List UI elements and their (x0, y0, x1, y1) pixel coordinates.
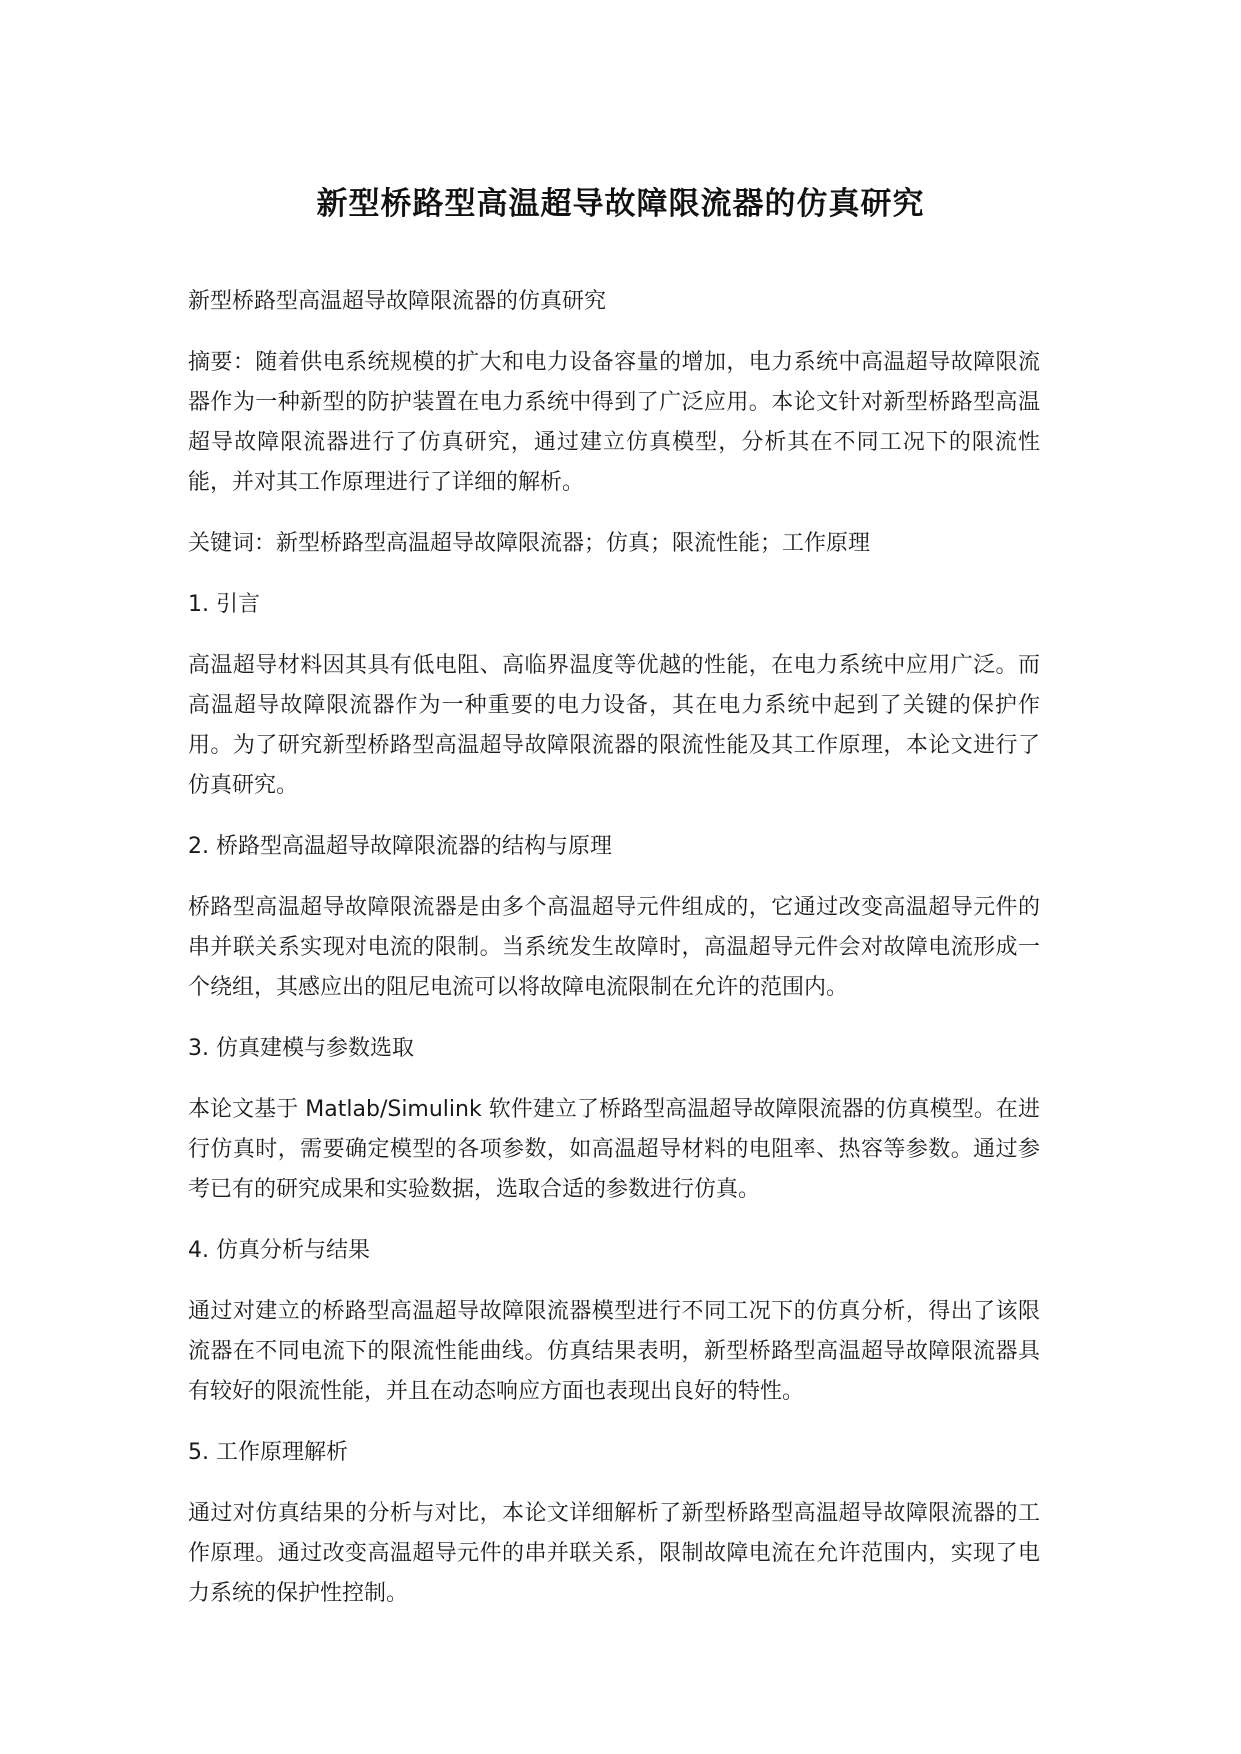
document-body (188, 282, 1040, 1635)
section-body-principle: 通过对仿真结果的分析与对比，本论文详细解析了新型桥路型高温超导故障限流器的工作原理。通过改变高温超导元件的串并联关系，限制故障电流在允许范围内，实现了电力系统的保护性控制。 (188, 1501, 1040, 1606)
abstract-paragraph: 摘要：随着供电系统规模的扩大和电力设备容量的增加，电力系统中高温超导故障限流器作为一种新型的防护装置在电力系统中得到了广泛应用。本论文针对新型桥路型高温超导故障限流器进行了仿真研究，通过建立仿真模型，分析其在不同工况下的限流性能，并对其工作原理进行了详细的解析。 (188, 350, 1040, 495)
section-body-modeling: 本论文基于 Matlab/Simulink 软件建立了桥路型高温超导故障限流器的仿真模型。在进行仿真时，需要确定模型的各项参数，如高温超导材料的电阻率、热容等参数。通过参考已有的研究成果和实验数据，选取合适的参数进行仿真。 (188, 1097, 1040, 1202)
section-heading-principle: 5. 工作原理解析 (188, 1440, 348, 1465)
section-heading-introduction: 1. 引言 (188, 592, 260, 617)
section-heading-structure: 2. 桥路型高温超导故障限流器的结构与原理 (188, 834, 612, 859)
section-heading-results: 4. 仿真分析与结果 (188, 1238, 370, 1263)
keywords-line: 关键词：新型桥路型高温超导故障限流器；仿真；限流性能；工作原理 (188, 531, 871, 556)
section-body-structure: 桥路型高温超导故障限流器是由多个高温超导元件组成的，它通过改变高温超导元件的串并联关系实现对电流的限制。当系统发生故障时，高温超导元件会对故障电流形成一个绕组，其感应出的阻尼电流可以将故障电流限制在允许的范围内。 (188, 895, 1040, 1000)
section-body-introduction: 高温超导材料因其具有低电阻、高临界温度等优越的性能，在电力系统中应用广泛。而高温超导故障限流器作为一种重要的电力设备，其在电力系统中起到了关键的保护作用。为了研究新型桥路型高温超导故障限流器的限流性能及其工作原理，本论文进行了仿真研究。 (188, 653, 1040, 798)
document-title: 新型桥路型高温超导故障限流器的仿真研究 (316, 186, 925, 222)
subtitle-line: 新型桥路型高温超导故障限流器的仿真研究 (188, 289, 607, 314)
section-body-results: 通过对建立的桥路型高温超导故障限流器模型进行不同工况下的仿真分析，得出了该限流器在不同电流下的限流性能曲线。仿真结果表明，新型桥路型高温超导故障限流器具有较好的限流性能，并且在动态响应方面也表现出良好的特性。 (188, 1299, 1040, 1404)
section-heading-modeling: 3. 仿真建模与参数选取 (188, 1036, 414, 1061)
